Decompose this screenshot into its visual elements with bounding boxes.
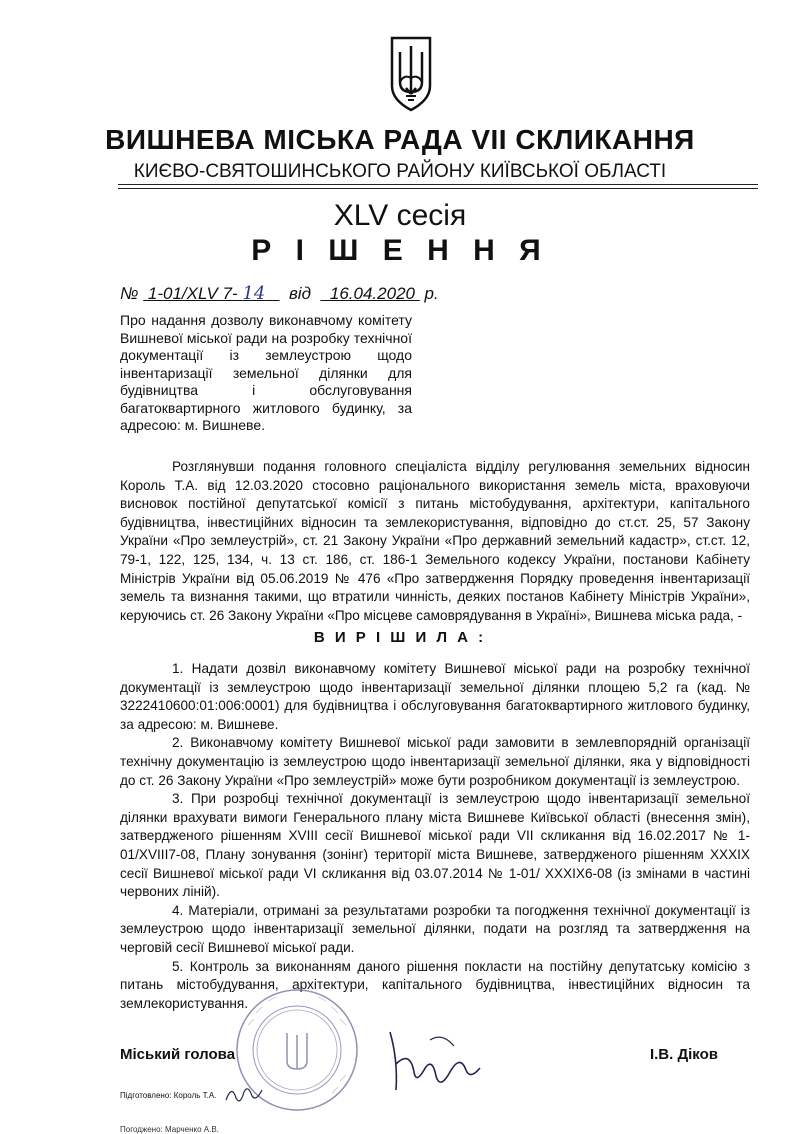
header-divider-second xyxy=(118,188,758,189)
approved-by: Погоджено: Марченко А.В. xyxy=(120,1125,219,1134)
decision-number: 1-01/XLV 7- 14 xyxy=(147,283,266,304)
header-divider xyxy=(118,184,758,185)
decision-heading: Р І Ш Е Н Н Я xyxy=(251,234,549,267)
number-label: № xyxy=(120,284,139,303)
decision-item: 4. Матеріали, отримані за результатами розробки та погодження технічної документації із землеустрою щодо інвентаризації земельної ділянки, подати на розгляд та затвердження на черговій сесії Вишневої міської ради. xyxy=(120,902,750,955)
preamble xyxy=(120,458,750,625)
district-title: КИЄВО-СВЯТОШИНСЬКОГО РАЙОНУ КИЇВСЬКОЇ ОБЛАСТІ xyxy=(133,161,667,182)
decision-item: 5. Контроль за виконанням даного рішення покласти на постійну депутатську комісію з питань містобудування, архітектури, капітального будівництва, інвестиційних відносин та землекористування. xyxy=(120,958,750,1011)
council-title: ВИШНЕВА МІСЬКА РАДА VII СКЛИКАННЯ xyxy=(105,124,695,155)
decision-item: 3. При розробці технічної документації із землеустрою щодо інвентаризації земельної ділянки врахувати вимоги Генерального плану міста Вишневе Київської області (внесення змін), затвердженого рішенням XVIII сесії Вишневої міської ради VII скликання від 16.02.2017 № 1-01/XVIII7-08, Плану зонування (зонінг) території міста Вишневе, затвердженого рішенням XXXIX сесії Вишневої міської ради VI скликання від 03.07.2014 № 1-01/ XXXIX6-08 (із змінами в частині червоних ліній). xyxy=(120,791,750,900)
handwritten-signature-icon xyxy=(370,1020,490,1100)
decision-date: 16.04.2020 xyxy=(329,284,415,303)
from-label: від xyxy=(288,284,311,303)
session-title: XLV сесія xyxy=(333,199,467,232)
prepared-by: Підготовлено: Король Т.А. xyxy=(120,1091,217,1100)
decision-subject: Про надання дозволу виконавчому комітету Вишневої міської ради на розробку технічної документації із землеустрою щодо інвентаризації земельної ділянки для будівництва і обслуговування багатоквартирного житлового будинку, за адресою: м. Вишневе. xyxy=(120,312,412,433)
decision-number-line xyxy=(120,283,439,304)
signer-role: Міський голова xyxy=(120,1046,236,1063)
decision-item: 1. Надати дозвіл виконавчому комітету Вишневої міської ради на розробку технічної документації із землеустрою щодо інвентаризації земельної ділянки площею 5,2 га (кад. № 3222410600:01:006:0001) для будівництва і обслуговування багатоквартирного житлового будинку, за адресою: м. Вишневе. xyxy=(120,661,750,732)
handwritten-number: 14 xyxy=(242,283,266,304)
coat-of-arms-icon xyxy=(386,34,436,114)
preamble-paragraph: Розглянувши подання головного спеціаліста відділу регулювання земельних відносин Король Т.А. від 12.03.2020 стосовно раціонального використання земель міста, враховуючи висновок постійної депутатської комісії з питань містобудування, архітектури, капітального будівництва, інвестиційних відносин та землекористування, відповідно до ст.ст. 25, 57 Закону України «Про землеустрій», ст. 21 Закону України «Про державний земельний кадастр», ст.ст. 12, 79-1, 122, 125, 134, ч. 13 ст. 186, ст. 186-1 Земельного кодексу України, постанови Кабінету Міністрів України від 05.06.2019 № 476 «Про затвердження Порядку проведення інвентаризації земель та визнання такими, що втратили чинність, деяких постанов Кабінету Міністрів України», керуючись ст. 26 Закону України «Про місцеве самоврядування в Україні», Вишнева міська рада, - xyxy=(120,459,750,623)
preparer-signature-icon xyxy=(224,1082,264,1106)
signer-name: І.В. Діков xyxy=(649,1046,718,1063)
decision-items xyxy=(120,660,750,1013)
decided-heading: В И Р І Ш И Л А : xyxy=(313,629,487,646)
decision-item: 2. Виконавчому комітету Вишневої міської ради замовити в землевпорядній організації технічну документацію із землеустрою щодо інвентаризації земельної ділянки, яка у відповідності до ст. 26 Закону України «Про землеустрій» може бути розробником документації із землеустрою. xyxy=(120,735,750,788)
year-suffix: р. xyxy=(424,284,439,303)
